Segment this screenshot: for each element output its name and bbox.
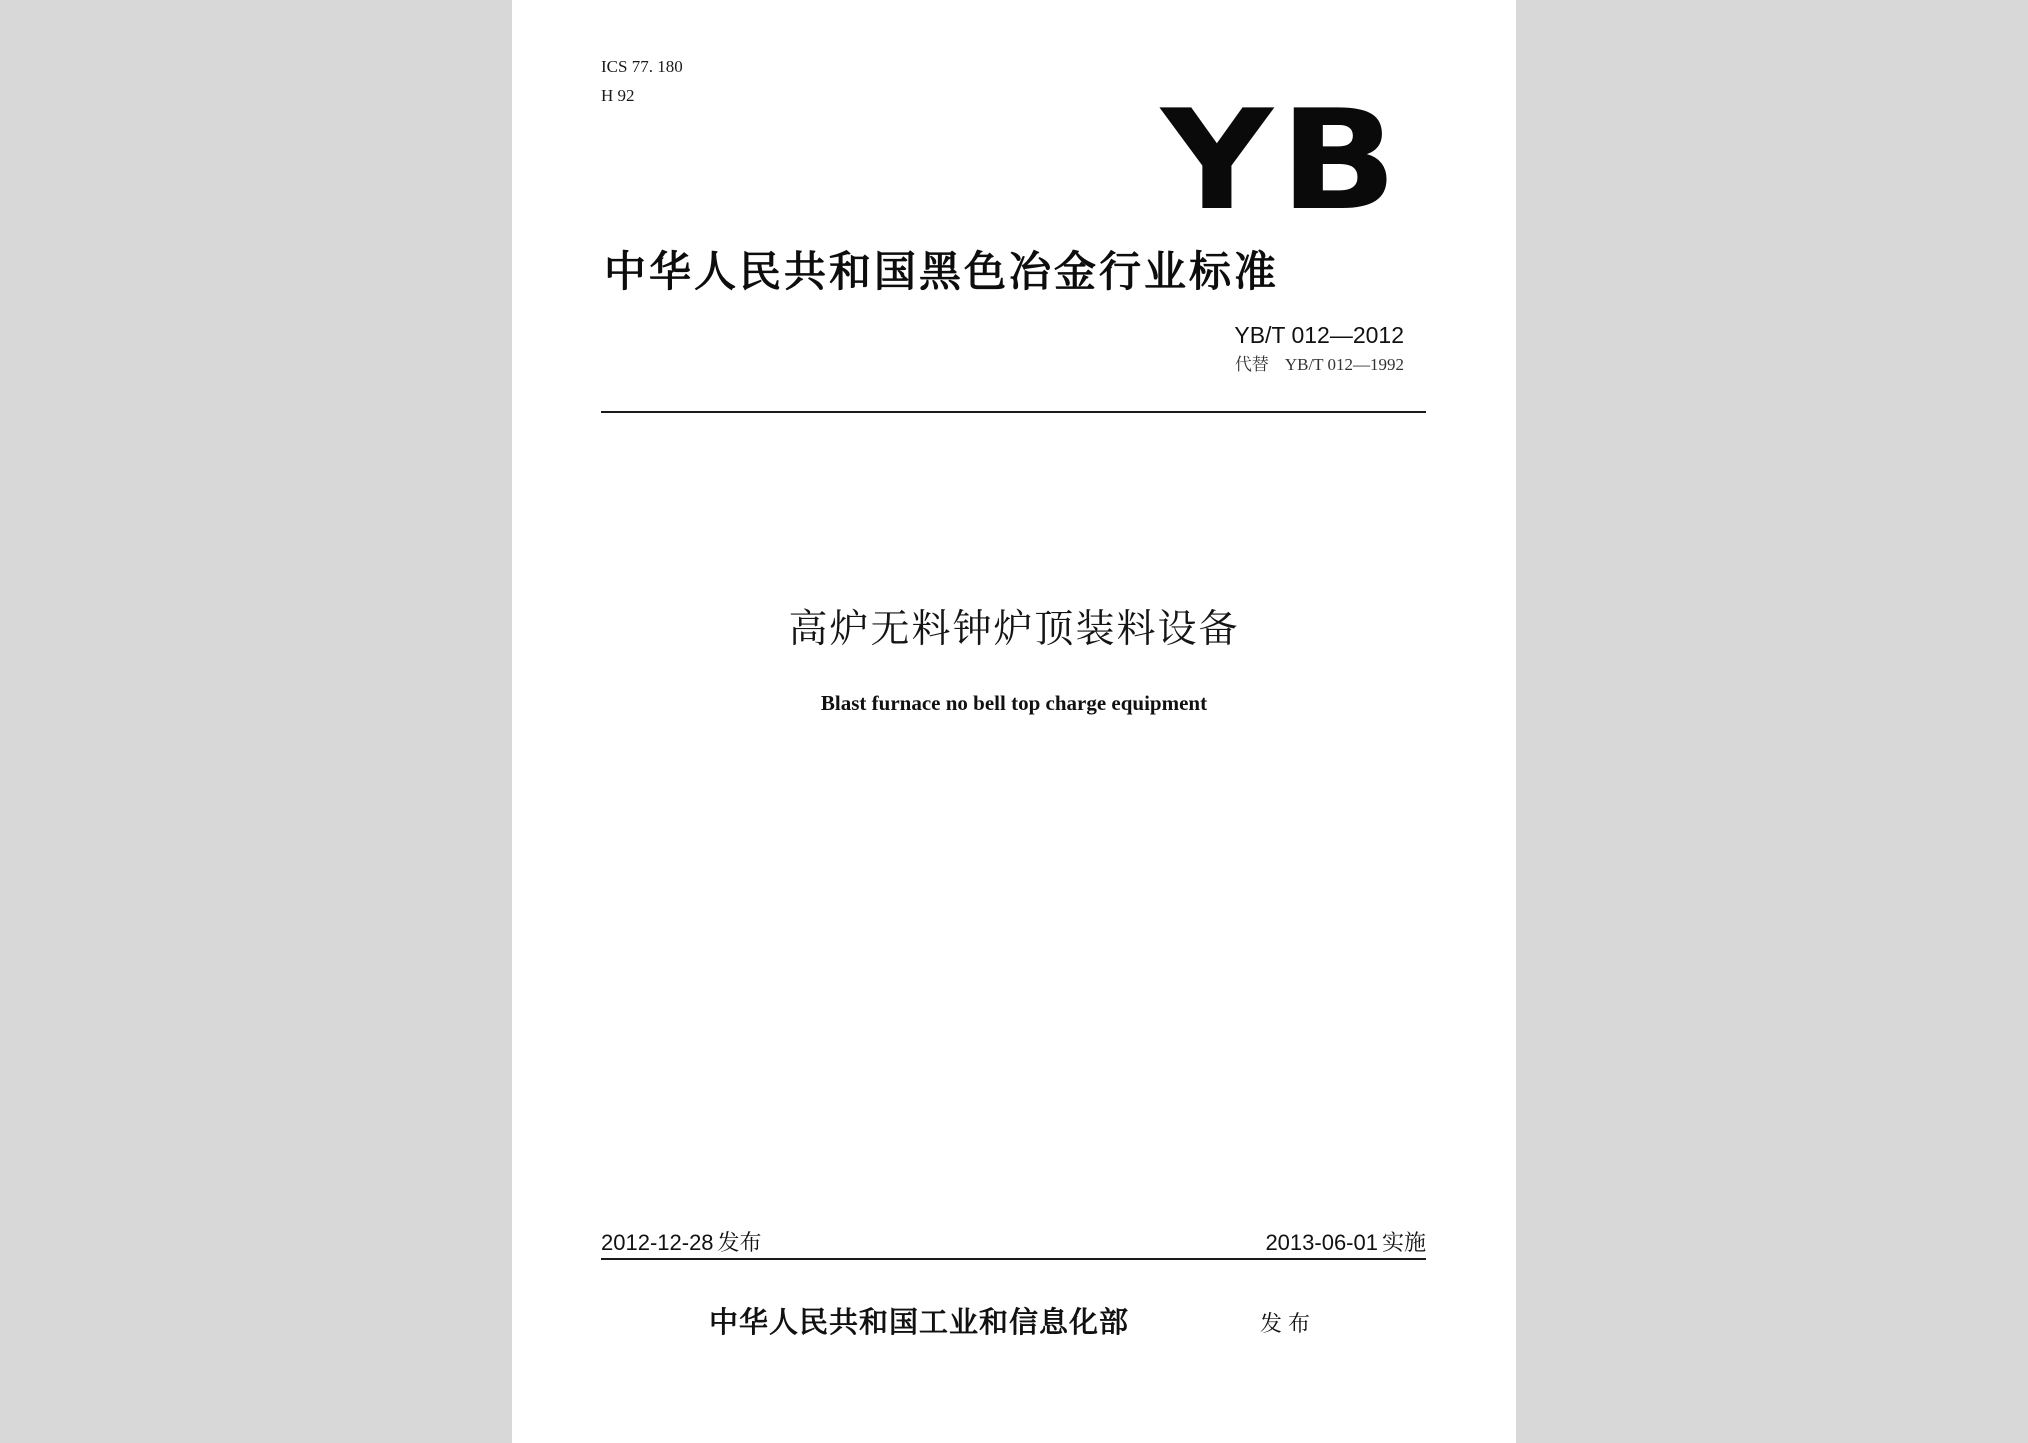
replaces-line bbox=[1235, 352, 1404, 378]
standard-cover-page bbox=[512, 0, 1516, 1443]
ccs-code: H 92 bbox=[601, 86, 635, 105]
implementation-date: 2013-06-01 bbox=[1265, 1230, 1378, 1255]
standard-number-text: YB/T 012—2012 bbox=[1234, 322, 1404, 348]
issue-label: 发布 bbox=[717, 1231, 762, 1256]
implementation-date-line bbox=[1265, 1228, 1426, 1259]
classification-codes bbox=[601, 52, 683, 110]
header-divider bbox=[601, 411, 1426, 413]
document-title-chinese: 高炉无料钟炉顶装料设备 bbox=[788, 607, 1240, 652]
standard-number bbox=[1234, 320, 1404, 351]
issue-date: 2012-12-28 bbox=[601, 1230, 714, 1255]
yb-logo: YB bbox=[1160, 80, 1404, 241]
issue-date-line bbox=[601, 1228, 762, 1259]
replaces-number: YB/T 012—1992 bbox=[1284, 355, 1404, 374]
replaces-label: 代替 bbox=[1234, 355, 1269, 375]
publisher-name: 中华人民共和国工业和信息化部 bbox=[709, 1305, 1130, 1339]
ics-code: ICS 77. 180 bbox=[601, 57, 683, 76]
document-title-english: Blast furnace no bell top charge equipment bbox=[820, 691, 1208, 715]
footer-divider bbox=[601, 1258, 1426, 1260]
organization-title: 中华人民共和国黑色冶金行业标准 bbox=[604, 247, 1280, 296]
implementation-label: 实施 bbox=[1381, 1231, 1426, 1256]
publish-word: 发布 bbox=[1260, 1312, 1317, 1337]
